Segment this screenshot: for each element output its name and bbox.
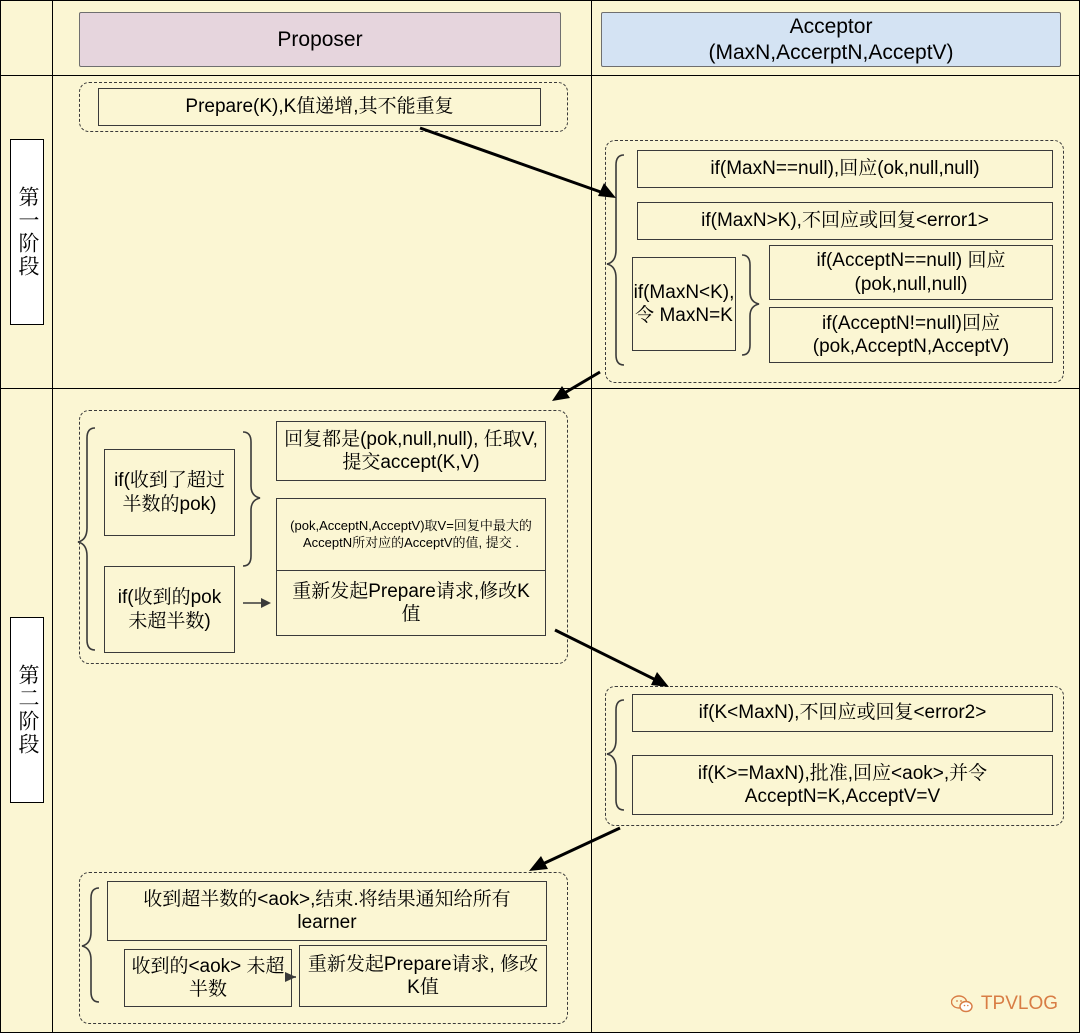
phase2-all-pok-null-label: 回复都是(pok,null,null), 任取V,提交accept(K,V)	[284, 428, 538, 473]
phase2-resend-prepare2-label: 重新发起Prepare请求, 修改K值	[307, 953, 539, 998]
phase-label-one-text: 第一阶段	[16, 186, 39, 278]
phase1-acceptn-null-label: if(AcceptN==null) 回应(pok,null,null)	[816, 250, 1006, 295]
watermark	[951, 993, 1058, 1015]
phase2-cond-majority-label: if(收到了超过半数的pok)	[114, 470, 225, 515]
header-acceptor	[601, 12, 1061, 67]
phase1-acceptn-notnull-label: if(AcceptN!=null)回应 (pok,AcceptN,AcceptV)	[812, 312, 1010, 357]
phase2-cond-not-majority-label: if(收到的pok未超半数)	[117, 587, 222, 632]
phase2-resend-prepare2-box	[299, 945, 547, 1007]
phase2-k-ge-maxn-box	[632, 755, 1053, 815]
grid-cell-corner	[0, 0, 53, 76]
phase1-maxn-null-label: if(MaxN==null),回应(ok,null,null)	[710, 158, 980, 180]
phase2-cond-not-majority-box	[104, 566, 235, 653]
phase-label-two-text: 第二阶段	[16, 664, 39, 756]
phase1-maxn-gt-label: if(MaxN>K),不回应或回复<error1>	[701, 210, 989, 232]
header-proposer	[79, 12, 561, 67]
phase-label-two	[10, 617, 44, 803]
phase2-pok-with-value-box	[276, 498, 546, 571]
phase2-aok-majority-label: 收到超半数的<aok>,结束.将结果通知给所有learner	[143, 888, 511, 933]
phase1-maxn-gt-box	[637, 202, 1053, 240]
header-acceptor-label-line2: (MaxN,AccerptN,AcceptV)	[708, 40, 954, 64]
phase1-acceptn-notnull-box	[769, 307, 1053, 363]
phase1-maxn-lt-box	[632, 257, 736, 351]
phase2-aok-majority-box	[107, 881, 547, 941]
watermark-label: TPVLOG	[980, 993, 1058, 1014]
phase1-prepare-label: Prepare(K),K值递增,其不能重复	[185, 96, 454, 118]
phase2-cond-majority-box	[104, 449, 235, 536]
phase2-k-lt-maxn-label: if(K<MaxN),不回应或回复<error2>	[698, 702, 987, 724]
phase2-aok-not-majority-box	[124, 949, 292, 1007]
phase2-aok-not-majority-label: 收到的<aok> 未超半数	[131, 955, 285, 1000]
phase2-resend-prepare-box	[276, 570, 546, 636]
phase2-k-ge-maxn-label: if(K>=MaxN),批准,回应<aok>,并令 AcceptN=K,AcceptV=V	[697, 762, 988, 807]
phase2-resend-prepare-label: 重新发起Prepare请求,修改K值	[292, 580, 530, 625]
phase2-pok-with-value-label: (pok,AcceptN,AcceptV)取V=回复中最大的AcceptN所对应的AcceptV的值, 提交 .	[290, 518, 532, 550]
phase2-all-pok-null-box	[276, 421, 546, 481]
phase-label-one	[10, 139, 44, 325]
header-acceptor-label-line1: Acceptor	[789, 15, 873, 39]
phase1-acceptn-null-box	[769, 245, 1053, 300]
phase1-prepare-box	[98, 88, 541, 126]
header-proposer-label: Proposer	[277, 27, 363, 51]
phase1-maxn-null-box	[637, 150, 1053, 188]
phase2-k-lt-maxn-box	[632, 694, 1053, 732]
wechat-icon	[951, 995, 973, 1013]
phase1-maxn-lt-label: if(MaxN<K),令 MaxN=K	[633, 281, 735, 326]
